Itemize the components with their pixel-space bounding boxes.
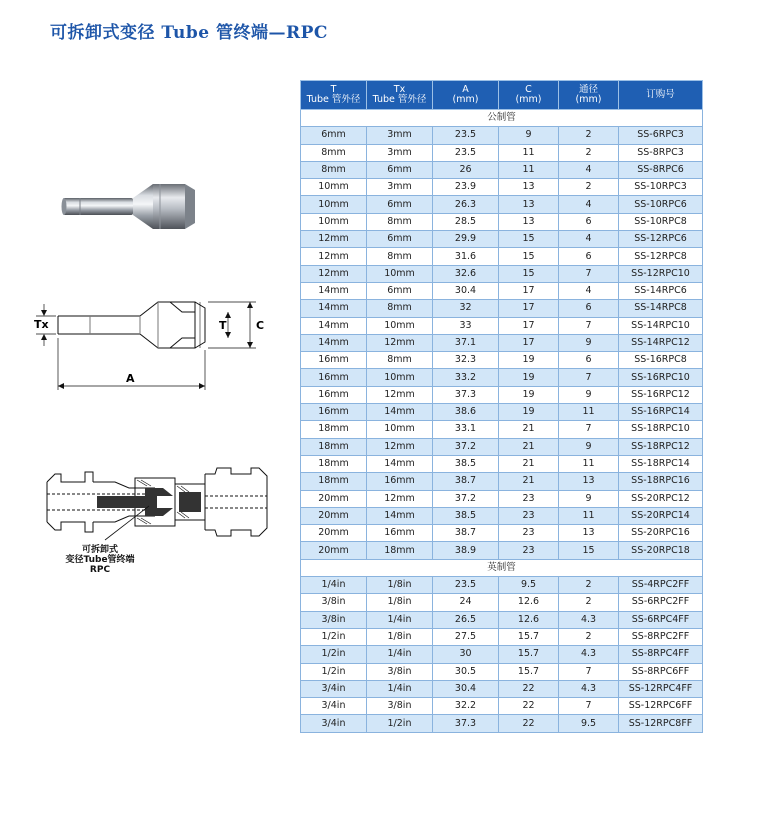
cell-col-tx: 12mm xyxy=(367,490,433,507)
table-row xyxy=(301,611,703,628)
cell-col-tx: 1/4in xyxy=(367,646,433,663)
cell-col-tx: 10mm xyxy=(367,369,433,386)
cell-col-a: 30.5 xyxy=(433,663,499,680)
cell-col-a: 32 xyxy=(433,300,499,317)
cell-col-tx: 14mm xyxy=(367,455,433,472)
cell-col-t: 1/2in xyxy=(301,663,367,680)
cell-col-order-no: SS-4RPC2FF xyxy=(619,577,703,594)
cell-col-tx: 8mm xyxy=(367,352,433,369)
cell-col-a: 37.3 xyxy=(433,386,499,403)
cell-col-c: 15.7 xyxy=(499,663,559,680)
cell-col-c: 13 xyxy=(499,179,559,196)
cell-col-c: 17 xyxy=(499,317,559,334)
cell-col-t: 14mm xyxy=(301,317,367,334)
cell-col-bore: 11 xyxy=(559,404,619,421)
table-row xyxy=(301,421,703,438)
table-row xyxy=(301,248,703,265)
cell-col-c: 13 xyxy=(499,196,559,213)
cell-col-bore: 4 xyxy=(559,282,619,299)
cell-col-t: 16mm xyxy=(301,352,367,369)
cell-col-tx: 10mm xyxy=(367,317,433,334)
cell-col-bore: 4.3 xyxy=(559,646,619,663)
cell-col-order-no: SS-18RPC16 xyxy=(619,473,703,490)
section-caption-line: 可拆卸式 xyxy=(81,545,118,555)
cell-col-a: 32.2 xyxy=(433,698,499,715)
cell-col-c: 23 xyxy=(499,507,559,524)
cell-col-bore: 4 xyxy=(559,231,619,248)
table-row xyxy=(301,179,703,196)
table-row xyxy=(301,196,703,213)
cell-col-a: 30.4 xyxy=(433,680,499,697)
dim-label-c: C xyxy=(256,319,265,332)
cell-col-tx: 10mm xyxy=(367,421,433,438)
cell-col-tx: 3mm xyxy=(367,127,433,144)
cell-col-t: 1/2in xyxy=(301,646,367,663)
cell-col-tx: 16mm xyxy=(367,525,433,542)
cell-col-tx: 1/8in xyxy=(367,594,433,611)
header-text: (mm) xyxy=(515,94,542,105)
cell-col-t: 16mm xyxy=(301,386,367,403)
section-row xyxy=(301,559,703,576)
header-text: Tx xyxy=(393,84,406,95)
table-row xyxy=(301,300,703,317)
table-row xyxy=(301,715,703,732)
cell-col-order-no: SS-8RPC4FF xyxy=(619,646,703,663)
cell-col-c: 19 xyxy=(499,369,559,386)
cell-col-bore: 2 xyxy=(559,179,619,196)
cell-col-c: 21 xyxy=(499,438,559,455)
cell-col-a: 23.9 xyxy=(433,179,499,196)
cell-col-bore: 11 xyxy=(559,455,619,472)
table-row xyxy=(301,352,703,369)
cell-col-c: 23 xyxy=(499,525,559,542)
cell-col-order-no: SS-14RPC12 xyxy=(619,334,703,351)
cell-col-order-no: SS-8RPC2FF xyxy=(619,628,703,645)
table-row xyxy=(301,663,703,680)
cell-col-order-no: SS-14RPC10 xyxy=(619,317,703,334)
cell-col-tx: 6mm xyxy=(367,282,433,299)
cell-col-c: 21 xyxy=(499,421,559,438)
cell-col-tx: 12mm xyxy=(367,438,433,455)
cell-col-order-no: SS-14RPC6 xyxy=(619,282,703,299)
cell-col-bore: 2 xyxy=(559,577,619,594)
cell-col-c: 15 xyxy=(499,248,559,265)
cell-col-tx: 3mm xyxy=(367,179,433,196)
cell-col-t: 14mm xyxy=(301,300,367,317)
cell-col-order-no: SS-12RPC6FF xyxy=(619,698,703,715)
cell-col-order-no: SS-8RPC6 xyxy=(619,161,703,178)
cell-col-c: 9.5 xyxy=(499,577,559,594)
cell-col-t: 3/4in xyxy=(301,698,367,715)
header-text: 订购号 xyxy=(646,89,675,100)
table-row xyxy=(301,317,703,334)
cell-col-tx: 10mm xyxy=(367,265,433,282)
cell-col-c: 22 xyxy=(499,715,559,732)
cell-col-tx: 8mm xyxy=(367,213,433,230)
cell-col-bore: 2 xyxy=(559,628,619,645)
cell-col-c: 9 xyxy=(499,127,559,144)
cell-col-bore: 11 xyxy=(559,507,619,524)
cell-col-bore: 2 xyxy=(559,127,619,144)
cell-col-bore: 9.5 xyxy=(559,715,619,732)
cell-col-a: 38.5 xyxy=(433,507,499,524)
table-row xyxy=(301,334,703,351)
cell-col-a: 38.7 xyxy=(433,525,499,542)
cell-col-tx: 12mm xyxy=(367,386,433,403)
cell-col-order-no: SS-10RPC6 xyxy=(619,196,703,213)
cell-col-tx: 12mm xyxy=(367,334,433,351)
cell-col-a: 23.5 xyxy=(433,127,499,144)
cell-col-order-no: SS-20RPC12 xyxy=(619,490,703,507)
cell-col-t: 10mm xyxy=(301,213,367,230)
cell-col-order-no: SS-8RPC3 xyxy=(619,144,703,161)
cell-col-bore: 9 xyxy=(559,438,619,455)
table-row xyxy=(301,282,703,299)
cell-col-a: 23.5 xyxy=(433,144,499,161)
header-text: C xyxy=(525,84,532,95)
cell-col-bore: 2 xyxy=(559,144,619,161)
cell-col-c: 12.6 xyxy=(499,611,559,628)
cell-col-tx: 1/2in xyxy=(367,715,433,732)
table-header xyxy=(301,81,703,110)
cell-col-c: 21 xyxy=(499,455,559,472)
cell-col-t: 12mm xyxy=(301,265,367,282)
header-text: (mm) xyxy=(452,94,479,105)
dimension-drawing xyxy=(30,290,270,400)
cell-col-tx: 3/8in xyxy=(367,698,433,715)
cell-col-order-no: SS-12RPC8FF xyxy=(619,715,703,732)
cell-col-c: 17 xyxy=(499,282,559,299)
header-col-order-no xyxy=(619,81,703,110)
cell-col-c: 13 xyxy=(499,213,559,230)
cell-col-order-no: SS-18RPC14 xyxy=(619,455,703,472)
cell-col-c: 17 xyxy=(499,334,559,351)
cell-col-a: 28.5 xyxy=(433,213,499,230)
cell-col-a: 33.2 xyxy=(433,369,499,386)
cell-col-tx: 1/8in xyxy=(367,628,433,645)
cell-col-a: 30 xyxy=(433,646,499,663)
cell-col-bore: 4 xyxy=(559,196,619,213)
cell-col-tx: 8mm xyxy=(367,300,433,317)
cell-col-order-no: SS-8RPC6FF xyxy=(619,663,703,680)
cell-col-t: 8mm xyxy=(301,161,367,178)
cell-col-c: 12.6 xyxy=(499,594,559,611)
cell-col-a: 23.5 xyxy=(433,577,499,594)
header-col-c xyxy=(499,81,559,110)
cell-col-bore: 7 xyxy=(559,317,619,334)
cell-col-t: 10mm xyxy=(301,196,367,213)
cell-col-bore: 7 xyxy=(559,421,619,438)
cell-col-a: 31.6 xyxy=(433,248,499,265)
cell-col-t: 3/8in xyxy=(301,594,367,611)
cell-col-c: 23 xyxy=(499,542,559,559)
table-row xyxy=(301,213,703,230)
cell-col-order-no: SS-18RPC10 xyxy=(619,421,703,438)
cell-col-bore: 4.3 xyxy=(559,611,619,628)
cell-col-t: 16mm xyxy=(301,404,367,421)
section-caption xyxy=(50,545,150,575)
cell-col-t: 18mm xyxy=(301,421,367,438)
cell-col-bore: 7 xyxy=(559,698,619,715)
cell-col-t: 1/2in xyxy=(301,628,367,645)
cell-col-bore: 7 xyxy=(559,265,619,282)
cell-col-order-no: SS-16RPC10 xyxy=(619,369,703,386)
cell-col-tx: 3mm xyxy=(367,144,433,161)
section-label: 英制管 xyxy=(301,559,703,576)
cell-col-t: 14mm xyxy=(301,282,367,299)
cell-col-order-no: SS-12RPC10 xyxy=(619,265,703,282)
table-row xyxy=(301,594,703,611)
cell-col-t: 18mm xyxy=(301,438,367,455)
cell-col-c: 21 xyxy=(499,473,559,490)
cell-col-order-no: SS-10RPC3 xyxy=(619,179,703,196)
header-col-t xyxy=(301,81,367,110)
cell-col-c: 23 xyxy=(499,490,559,507)
cell-col-tx: 14mm xyxy=(367,507,433,524)
table-row xyxy=(301,404,703,421)
cell-col-bore: 4.3 xyxy=(559,680,619,697)
cell-col-a: 38.6 xyxy=(433,404,499,421)
cell-col-order-no: SS-18RPC12 xyxy=(619,438,703,455)
cell-col-t: 12mm xyxy=(301,248,367,265)
cell-col-a: 29.9 xyxy=(433,231,499,248)
cell-col-bore: 7 xyxy=(559,663,619,680)
cell-col-bore: 6 xyxy=(559,213,619,230)
cell-col-c: 19 xyxy=(499,352,559,369)
table-row xyxy=(301,455,703,472)
cell-col-order-no: SS-20RPC16 xyxy=(619,525,703,542)
table-row xyxy=(301,231,703,248)
cell-col-t: 6mm xyxy=(301,127,367,144)
section-drawing xyxy=(45,462,285,542)
header-row xyxy=(301,81,703,110)
cell-col-c: 22 xyxy=(499,698,559,715)
table-row xyxy=(301,161,703,178)
header-col-bore xyxy=(559,81,619,110)
cell-col-t: 18mm xyxy=(301,473,367,490)
cell-col-tx: 8mm xyxy=(367,248,433,265)
cell-col-c: 17 xyxy=(499,300,559,317)
table-row xyxy=(301,525,703,542)
cell-col-bore: 9 xyxy=(559,386,619,403)
cell-col-a: 37.2 xyxy=(433,490,499,507)
cell-col-c: 15.7 xyxy=(499,628,559,645)
section-row xyxy=(301,110,703,127)
cell-col-a: 32.3 xyxy=(433,352,499,369)
cell-col-t: 3/4in xyxy=(301,715,367,732)
cell-col-order-no: SS-6RPC3 xyxy=(619,127,703,144)
cell-col-tx: 1/4in xyxy=(367,680,433,697)
cell-col-t: 20mm xyxy=(301,490,367,507)
cell-col-c: 11 xyxy=(499,144,559,161)
table-row xyxy=(301,438,703,455)
cell-col-order-no: SS-12RPC8 xyxy=(619,248,703,265)
cell-col-bore: 15 xyxy=(559,542,619,559)
cell-col-order-no: SS-16RPC8 xyxy=(619,352,703,369)
cell-col-t: 20mm xyxy=(301,542,367,559)
cell-col-order-no: SS-16RPC14 xyxy=(619,404,703,421)
dim-label-tx: Tx xyxy=(34,318,49,331)
cell-col-c: 15.7 xyxy=(499,646,559,663)
cell-col-tx: 1/8in xyxy=(367,577,433,594)
cell-col-bore: 9 xyxy=(559,490,619,507)
cell-col-c: 15 xyxy=(499,265,559,282)
table-row xyxy=(301,144,703,161)
cell-col-tx: 6mm xyxy=(367,161,433,178)
header-text: A xyxy=(462,84,469,95)
cell-col-order-no: SS-20RPC18 xyxy=(619,542,703,559)
table-row xyxy=(301,680,703,697)
cell-col-a: 26.3 xyxy=(433,196,499,213)
cell-col-tx: 16mm xyxy=(367,473,433,490)
table-row xyxy=(301,490,703,507)
cell-col-a: 38.9 xyxy=(433,542,499,559)
cell-col-c: 11 xyxy=(499,161,559,178)
header-text: Tube 管外径 xyxy=(306,94,361,105)
header-col-tx xyxy=(367,81,433,110)
section-caption-line: RPC xyxy=(89,565,111,575)
cell-col-bore: 2 xyxy=(559,594,619,611)
cell-col-t: 8mm xyxy=(301,144,367,161)
cell-col-bore: 13 xyxy=(559,473,619,490)
table-row xyxy=(301,127,703,144)
cell-col-t: 14mm xyxy=(301,334,367,351)
cell-col-t: 3/8in xyxy=(301,611,367,628)
table-row xyxy=(301,473,703,490)
page-title: 可拆卸式变径 Tube 管终端—RPC xyxy=(50,23,328,43)
product-photo xyxy=(60,172,200,237)
cell-col-a: 37.1 xyxy=(433,334,499,351)
cell-col-bore: 13 xyxy=(559,525,619,542)
table-row xyxy=(301,507,703,524)
cell-col-a: 27.5 xyxy=(433,628,499,645)
cell-col-c: 15 xyxy=(499,231,559,248)
cell-col-a: 37.2 xyxy=(433,438,499,455)
cell-col-bore: 6 xyxy=(559,248,619,265)
cell-col-t: 12mm xyxy=(301,231,367,248)
cell-col-bore: 7 xyxy=(559,369,619,386)
cell-col-t: 16mm xyxy=(301,369,367,386)
spec-table xyxy=(300,80,703,733)
cell-col-bore: 6 xyxy=(559,300,619,317)
cell-col-order-no: SS-12RPC4FF xyxy=(619,680,703,697)
table-body xyxy=(301,110,703,733)
cell-col-order-no: SS-16RPC12 xyxy=(619,386,703,403)
cell-col-tx: 14mm xyxy=(367,404,433,421)
cell-col-t: 10mm xyxy=(301,179,367,196)
cell-col-order-no: SS-14RPC8 xyxy=(619,300,703,317)
section-label: 公制管 xyxy=(301,110,703,127)
cell-col-order-no: SS-6RPC4FF xyxy=(619,611,703,628)
cell-col-order-no: SS-20RPC14 xyxy=(619,507,703,524)
cell-col-a: 26.5 xyxy=(433,611,499,628)
table-row xyxy=(301,646,703,663)
table-row xyxy=(301,542,703,559)
dim-label-t: T xyxy=(219,319,227,332)
cell-col-a: 26 xyxy=(433,161,499,178)
cell-col-bore: 6 xyxy=(559,352,619,369)
header-text: T xyxy=(330,84,337,95)
cell-col-t: 20mm xyxy=(301,525,367,542)
cell-col-a: 32.6 xyxy=(433,265,499,282)
cell-col-bore: 9 xyxy=(559,334,619,351)
cell-col-order-no: SS-10RPC8 xyxy=(619,213,703,230)
cell-col-tx: 3/8in xyxy=(367,663,433,680)
cell-col-tx: 1/4in xyxy=(367,611,433,628)
cell-col-order-no: SS-6RPC2FF xyxy=(619,594,703,611)
cell-col-c: 22 xyxy=(499,680,559,697)
header-text: Tube 管外径 xyxy=(372,94,427,105)
cell-col-tx: 6mm xyxy=(367,196,433,213)
cell-col-t: 3/4in xyxy=(301,680,367,697)
cell-col-order-no: SS-12RPC6 xyxy=(619,231,703,248)
table-row xyxy=(301,386,703,403)
cell-col-t: 18mm xyxy=(301,455,367,472)
cell-col-a: 24 xyxy=(433,594,499,611)
table-row xyxy=(301,265,703,282)
table-row xyxy=(301,628,703,645)
cell-col-c: 19 xyxy=(499,386,559,403)
cell-col-bore: 4 xyxy=(559,161,619,178)
section-caption-line: 变径Tube管终端 xyxy=(65,555,135,565)
cell-col-t: 1/4in xyxy=(301,577,367,594)
table-row xyxy=(301,698,703,715)
cell-col-a: 33.1 xyxy=(433,421,499,438)
cell-col-a: 37.3 xyxy=(433,715,499,732)
cell-col-a: 38.7 xyxy=(433,473,499,490)
header-text: 通径 xyxy=(578,84,598,95)
cell-col-a: 33 xyxy=(433,317,499,334)
header-col-a xyxy=(433,81,499,110)
cell-col-c: 19 xyxy=(499,404,559,421)
cell-col-a: 30.4 xyxy=(433,282,499,299)
cell-col-t: 20mm xyxy=(301,507,367,524)
cell-col-tx: 6mm xyxy=(367,231,433,248)
table-row xyxy=(301,369,703,386)
cell-col-a: 38.5 xyxy=(433,455,499,472)
dim-label-a: A xyxy=(126,372,135,385)
cell-col-tx: 18mm xyxy=(367,542,433,559)
header-text: (mm) xyxy=(575,94,602,105)
table-row xyxy=(301,577,703,594)
